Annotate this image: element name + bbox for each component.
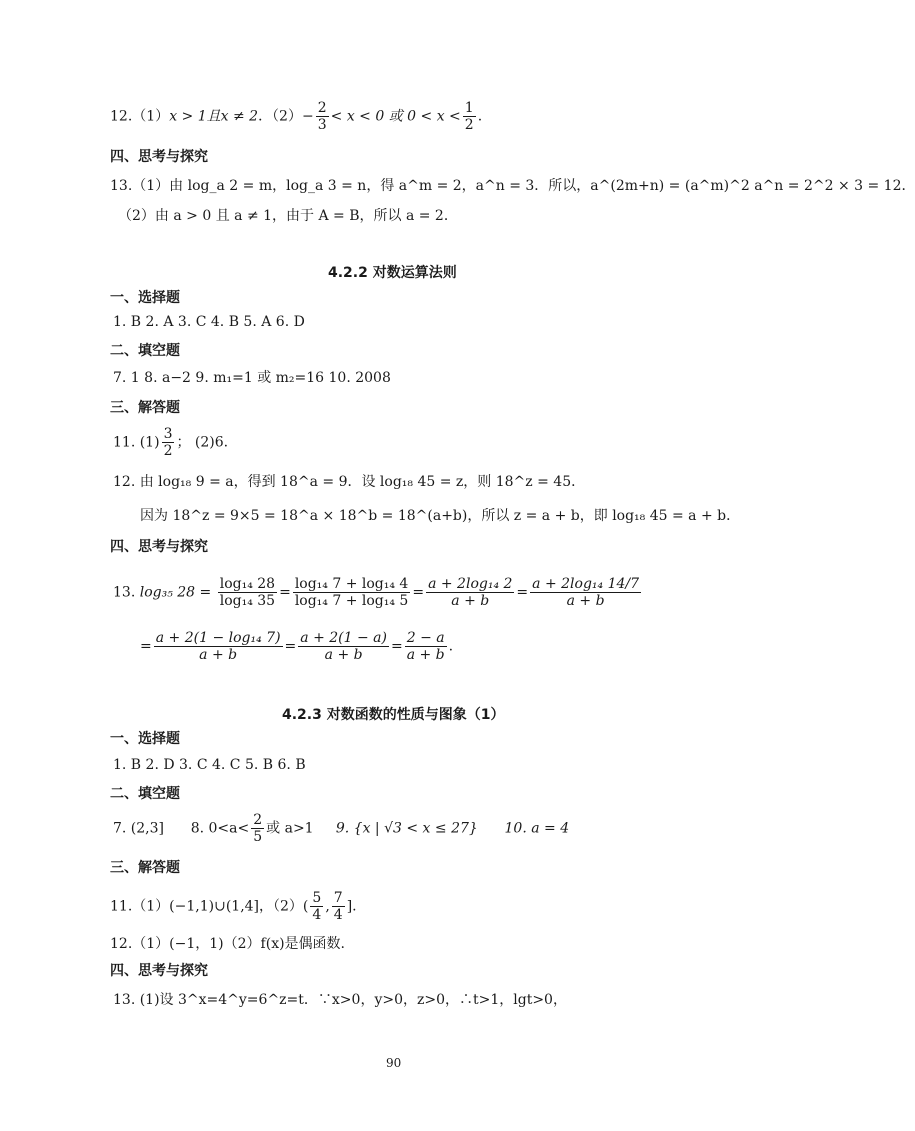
fill-answers: 7. (2,3] 8. 0<a< $\frac{2}{5}$ 或 a>1 9. {x | √3 < x ≤ 27} 10. a = 4 <box>113 812 570 845</box>
answer-12-line2: 因为 18^z = 9×5 = 18^a × 18^b = 18^(a+b)，所以 z = a + b，即 log₁₈ 45 = a + b． <box>140 508 741 524</box>
answer-12-line1: 12. 由 log₁₈ 9 = a，得到 18^a = 9．设 log₁₈ 45 = z，则 18^z = 45． <box>113 474 586 490</box>
page-number: 90 <box>386 1056 402 1070</box>
fraction: $\frac{7}{4}$ <box>333 890 343 923</box>
fraction: $\frac{3}{2}$ <box>163 426 173 459</box>
fraction: $\frac{2}{5}$ <box>253 812 263 845</box>
answer-12: 12.（1）x > 1且x ≠ 2．（2）− $\frac{2}{3}$ < x < 0 或 0 < x < $\frac{1}{2}$ . <box>110 100 483 133</box>
section-heading: 二、填空题 <box>110 343 180 359</box>
choice-answers: 1. B 2. D 3. C 4. C 5. B 6. B <box>113 757 306 773</box>
section-title: 4.2.3 对数函数的性质与图象（1） <box>282 707 505 723</box>
fraction: $\frac{\text{log₁₄ 28}}{\text{log₁₄ 35}}$ <box>219 576 276 609</box>
fraction: $\frac{5}{4}$ <box>312 890 322 923</box>
answer-12: 12.（1）(−1，1)（2）f(x)是偶函数. <box>110 936 345 952</box>
answer-13-part1: 13.（1）由 log_a 2 = m，log_a 3 = n，得 a^m = 2，a^n = 3．所以，a^(2m+n) = (a^m)^2 a^n = 2^2 × 3 = 12． <box>110 178 915 194</box>
fraction: $\frac{2 - a}{a + b}$ <box>406 630 445 663</box>
section-heading: 一、选择题 <box>110 290 180 306</box>
fraction: $\frac{\text{a + 2(1 − log₁₄ 7)}}{a + b}$ <box>155 630 281 663</box>
answer-11: 11.（1）(−1,1)∪(1,4]，（2）( $\frac{5}{4}$ , $\frac{7}{4}$ ]. <box>110 890 357 923</box>
answer-13-line2: = $\frac{\text{a + 2(1 − log₁₄ 7)}}{a + b}$ = $\frac{a + 2(1 - a)}{a + b}$ = $\frac{2 - a}{a + b}$ . <box>140 630 454 663</box>
answer-13-line1: 13. log₃₅ 28 = $\frac{\text{log₁₄ 28}}{\text{log₁₄ 35}}$ = $\frac{\text{log₁₄ 7 + log₁₄ 4}}{\text{log₁₄ 7 + log₁₄ 5}}$ = $\frac{\text{a + 2log₁₄ 2}}{a + b}$ = $\frac{\text{a + 2log₁₄ 14/7}}{a + b}$ <box>113 576 640 609</box>
choice-answers: 1. B 2. A 3. C 4. B 5. A 6. D <box>113 314 305 330</box>
section-heading: 四、思考与探究 <box>110 149 208 165</box>
fraction: $\frac{a + 2(1 - a)}{a + b}$ <box>300 630 387 663</box>
section-heading: 三、解答题 <box>110 400 180 416</box>
fraction: $\frac{\text{a + 2log₁₄ 2}}{a + b}$ <box>428 576 513 609</box>
section-title: 4.2.2 对数运算法则 <box>328 265 457 281</box>
section-heading: 三、解答题 <box>110 860 180 876</box>
answer-13-part2: （2）由 a > 0 且 a ≠ 1，由于 A = B，所以 a = 2． <box>118 208 458 224</box>
answer-11: 11. (1) $\frac{3}{2}$ ； (2)6. <box>113 426 229 459</box>
section-heading: 二、填空题 <box>110 786 180 802</box>
section-heading: 四、思考与探究 <box>110 963 208 979</box>
fraction: $\frac{\text{a + 2log₁₄ 14/7}}{a + b}$ <box>532 576 640 609</box>
answer-13: 13. (1)设 3^x=4^y=6^z=t．∵x>0，y>0，z>0，∴t>1，lgt>0， <box>113 992 567 1008</box>
fill-answers: 7. 1 8. a−2 9. m₁=1 或 m₂=16 10. 2008 <box>113 370 391 386</box>
fraction: $\frac{2}{3}$ <box>317 100 327 133</box>
section-heading: 一、选择题 <box>110 731 180 747</box>
section-heading: 四、思考与探究 <box>110 539 208 555</box>
fraction: $\frac{1}{2}$ <box>464 100 474 133</box>
fraction: $\frac{\text{log₁₄ 7 + log₁₄ 4}}{\text{log₁₄ 7 + log₁₄ 5}}$ <box>294 576 409 609</box>
